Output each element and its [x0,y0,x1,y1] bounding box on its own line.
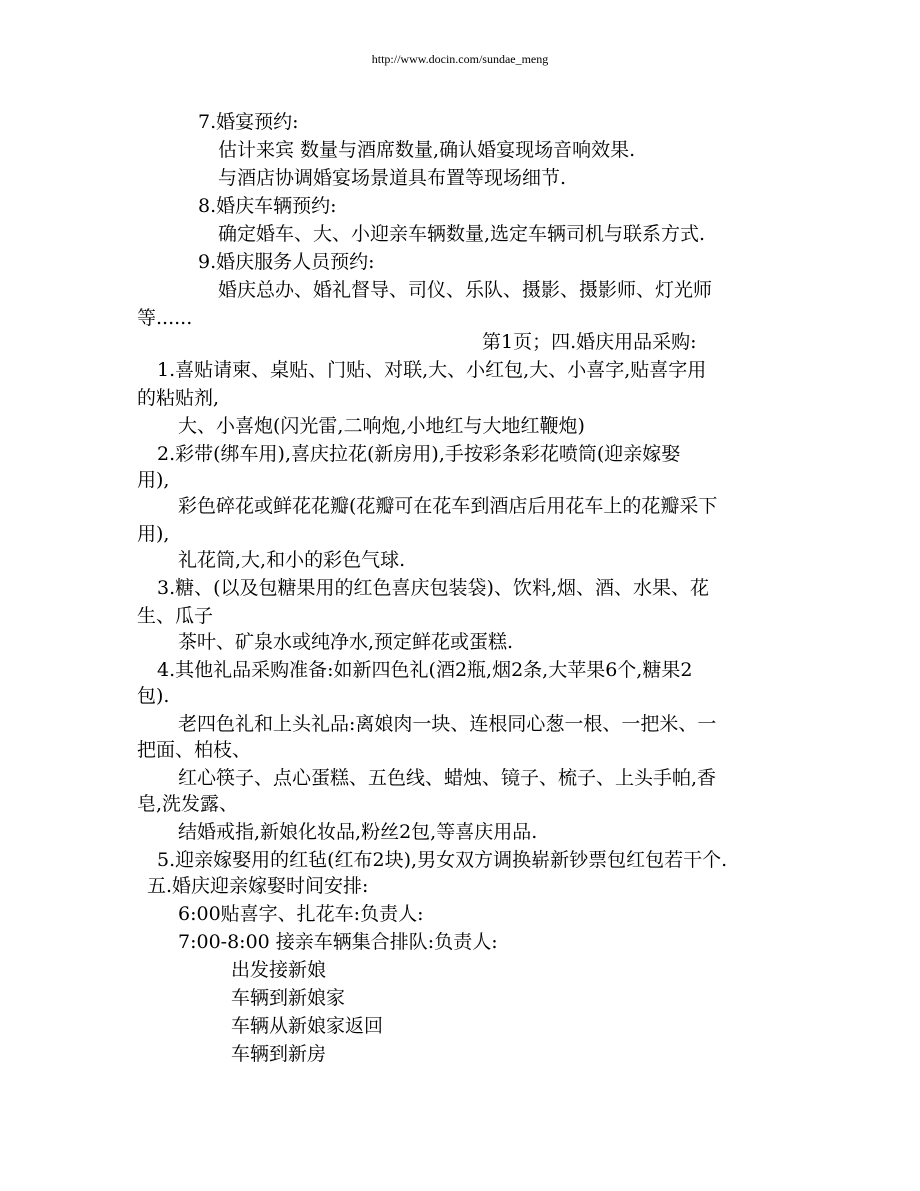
schedule-subitem: 出发接新娘 [231,959,327,981]
paragraph-line: 彩色碎花或鲜花花瓣(花瓣可在花车到酒店后用花车上的花瓣采下 [178,495,718,517]
section-item-8-title: 8.婚庆车辆预约: [198,195,337,217]
list-item-5: 5.迎亲嫁娶用的红毡(红布2块),男女双方调换崭新钞票包红包若干个. [157,849,728,871]
paragraph-line: 确定婚车、大、小迎亲车辆数量,选定车辆司机与联系方式. [218,223,706,245]
schedule-line: 7:00-8:00 接亲车辆集合排队:负责人: [178,931,498,953]
header-url: http://www.docin.com/sundae_meng [371,52,549,66]
paragraph-line: 用), [137,523,170,545]
list-item-2: 2.彩带(绑车用),喜庆拉花(新房用),手按彩条彩花喷筒(迎亲嫁娶 [157,443,681,465]
paragraph-line: 用), [137,469,170,491]
paragraph-line: 礼花筒,大,和小的彩色气球. [178,549,406,571]
schedule-subitem: 车辆到新娘家 [231,987,346,1009]
section-heading-4: 第1页；四.婚庆用品采购: [482,331,697,353]
paragraph-line: 等...... [137,307,193,329]
paragraph-line: 的粘贴剂, [137,387,220,409]
paragraph-line: 估计来宾 数量与酒席数量,确认婚宴现场音响效果. [218,139,636,161]
paragraph-line: 包). [137,685,170,707]
paragraph-line: 与酒店协调婚宴场景道具布置等现场细节. [218,167,567,189]
schedule-subitem: 车辆到新房 [231,1043,327,1065]
paragraph-line: 大、小喜炮(闪光雷,二响炮,小地红与大地红鞭炮) [178,415,585,437]
paragraph-line: 结婚戒指,新娘化妆品,粉丝2包,等喜庆用品. [178,821,538,843]
list-item-1: 1.喜贴请柬、桌贴、门贴、对联,大、小红包,大、小喜字,贴喜字用 [157,359,707,381]
paragraph-line: 婚庆总办、婚礼督导、司仪、乐队、摄影、摄影师、灯光师 [218,279,713,301]
paragraph-line: 红心筷子、点心蛋糕、五色线、蜡烛、镜子、梳子、上头手帕,香 [178,767,717,789]
paragraph-line: 把面、柏枝、 [137,739,252,761]
section-item-7-title: 7.婚宴预约: [198,111,299,133]
paragraph-line: 茶叶、矿泉水或纯净水,预定鲜花或蛋糕. [178,631,514,653]
section-heading-5: 五.婚庆迎亲嫁娶时间安排: [147,875,369,897]
paragraph-line: 皂,洗发露、 [137,793,239,815]
paragraph-line: 老四色礼和上头礼品:离娘肉一块、连根同心葱一根、一把米、一 [178,713,717,735]
list-item-4: 4.其他礼品采购准备:如新四色礼(酒2瓶,烟2条,大苹果6个,糖果2 [157,659,693,681]
schedule-line: 6:00贴喜字、扎花车:负责人: [178,903,424,925]
schedule-subitem: 车辆从新娘家返回 [231,1015,384,1037]
paragraph-line: 生、瓜子 [137,605,214,627]
list-item-3: 3.糖、(以及包糖果用的红色喜庆包装袋)、饮料,烟、酒、水果、花 [157,577,709,599]
section-item-9-title: 9.婚庆服务人员预约: [198,251,375,273]
